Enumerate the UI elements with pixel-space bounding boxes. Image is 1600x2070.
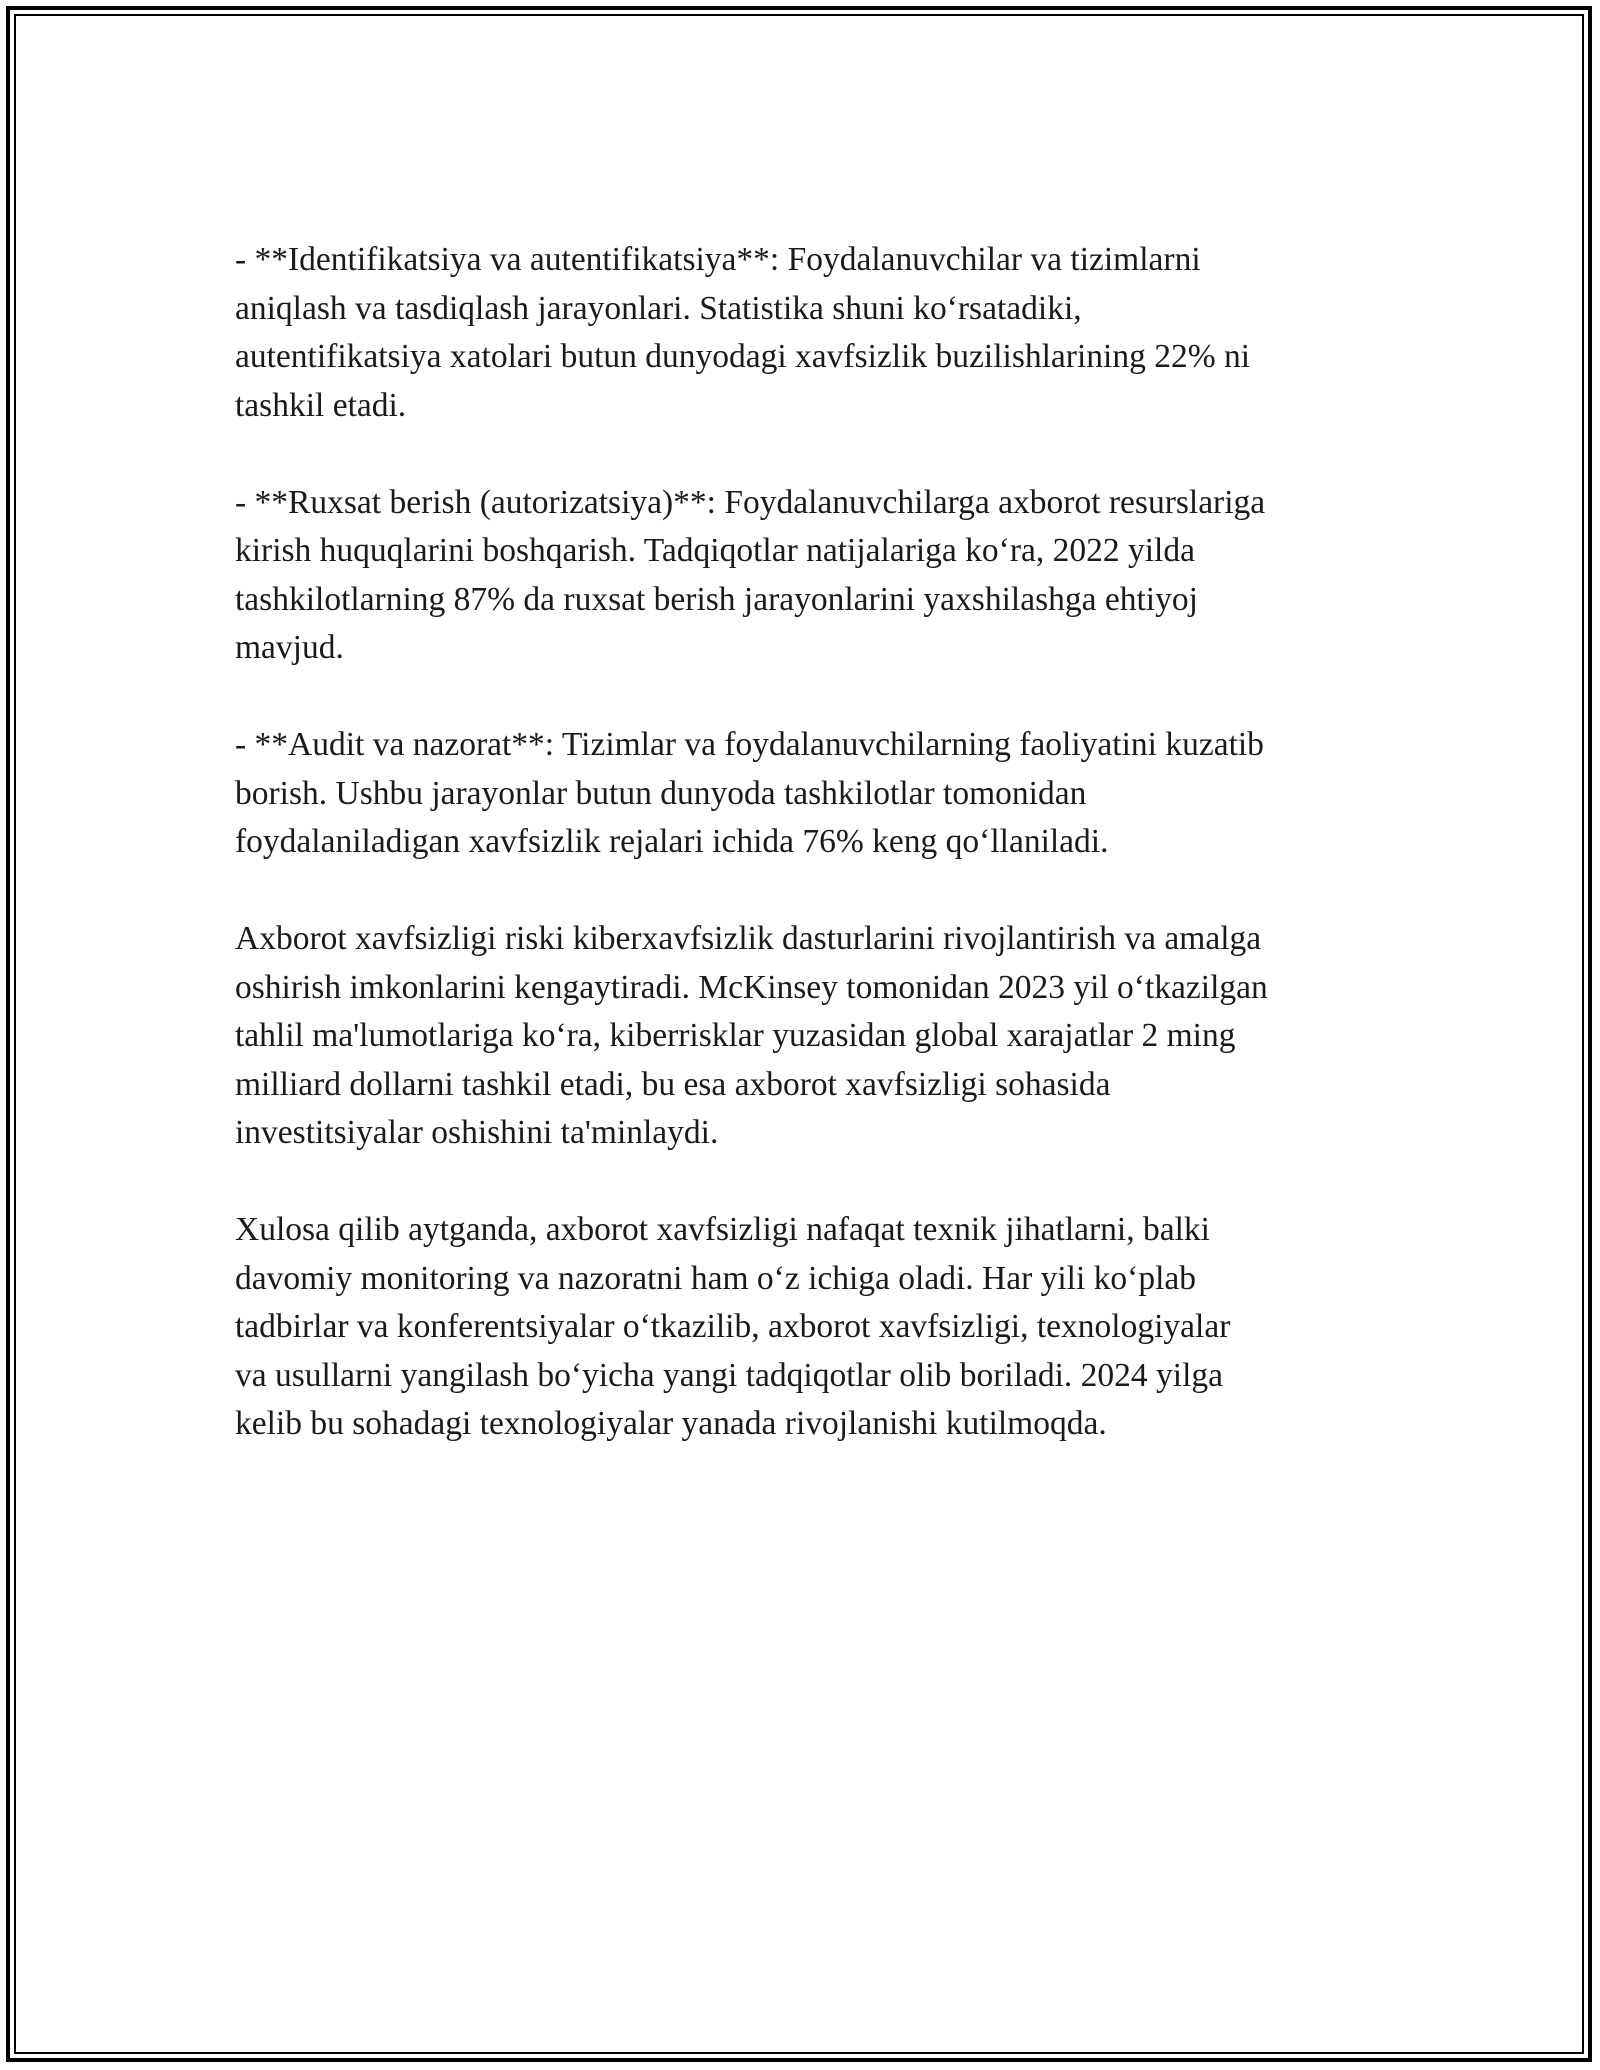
- text-line: kirish huquqlarini boshqarish. Tadqiqotlar natijalariga ko‘ra, 2022 yilda: [235, 532, 1195, 569]
- text-line: mavjud.: [235, 629, 344, 666]
- text-line: tashkilotlarning 87% da ruxsat berish jarayonlarini yaxshilashga ehtiyoj: [235, 580, 1198, 618]
- paragraph-audit: [235, 721, 1370, 867]
- text-line: - **Audit va nazorat**: Tizimlar va foydalanuvchilarning faoliyatini kuzatib: [235, 726, 1264, 763]
- text-line: - **Ruxsat berish (autorizatsiya)**: Foydalanuvchilarga axborot resurslariga: [235, 483, 1266, 521]
- text-line: oshirish imkonlarini kengaytiradi. McKinsey tomonidan 2023 yil o‘tkazilgan: [235, 968, 1268, 1006]
- text-line: Axborot xavfsizligi riski kiberxavfsizlik dasturlarini rivojlantirish va amalga: [235, 920, 1262, 957]
- text-line: autentifikatsiya xatolari butun dunyodagi xavfsizlik buzilishlarining 22% ni: [235, 338, 1251, 375]
- paragraph-risk: [235, 915, 1370, 1158]
- paragraph-identification: [235, 236, 1370, 430]
- text-line: tashkil etadi.: [235, 386, 407, 424]
- text-line: Xulosa qilib aytganda, axborot xavfsizligi nafaqat texnik jihatlarni, balki: [235, 1211, 1210, 1248]
- text-line: foydalaniladigan xavfsizlik rejalari ichida 76% keng qo‘llaniladi.: [235, 823, 1109, 860]
- document-body: [235, 236, 1370, 1497]
- paragraph-conclusion: [235, 1206, 1370, 1449]
- text-line: aniqlash va tasdiqlash jarayonlari. Statistika shuni ko‘rsatadiki,: [235, 289, 1082, 327]
- text-line: tadbirlar va konferentsiyalar o‘tkazilib, axborot xavfsizligi, texnologiyalar: [235, 1308, 1231, 1345]
- text-line: davomiy monitoring va nazoratni ham o‘z ichiga oladi. Har yili ko‘plab: [235, 1259, 1196, 1297]
- text-line: borish. Ushbu jarayonlar butun dunyoda tashkilotlar tomonidan: [235, 774, 1087, 812]
- paragraph-authorization: [235, 479, 1370, 673]
- text-line: tahlil ma'lumotlariga ko‘ra, kiberrisklar yuzasidan global xarajatlar 2 ming: [235, 1017, 1236, 1054]
- text-line: milliard dollarni tashkil etadi, bu esa axborot xavfsizligi sohasida: [235, 1065, 1111, 1103]
- text-line: investitsiyalar oshishini ta'minlaydi.: [235, 1114, 719, 1151]
- text-line: kelib bu sohadagi texnologiyalar yanada rivojlanishi kutilmoqda.: [235, 1405, 1107, 1442]
- text-line: - **Identifikatsiya va autentifikatsiya**: Foydalanuvchilar va tizimlarni: [235, 241, 1201, 278]
- text-line: va usullarni yangilash bo‘yicha yangi tadqiqotlar olib boriladi. 2024 yilga: [235, 1356, 1224, 1394]
